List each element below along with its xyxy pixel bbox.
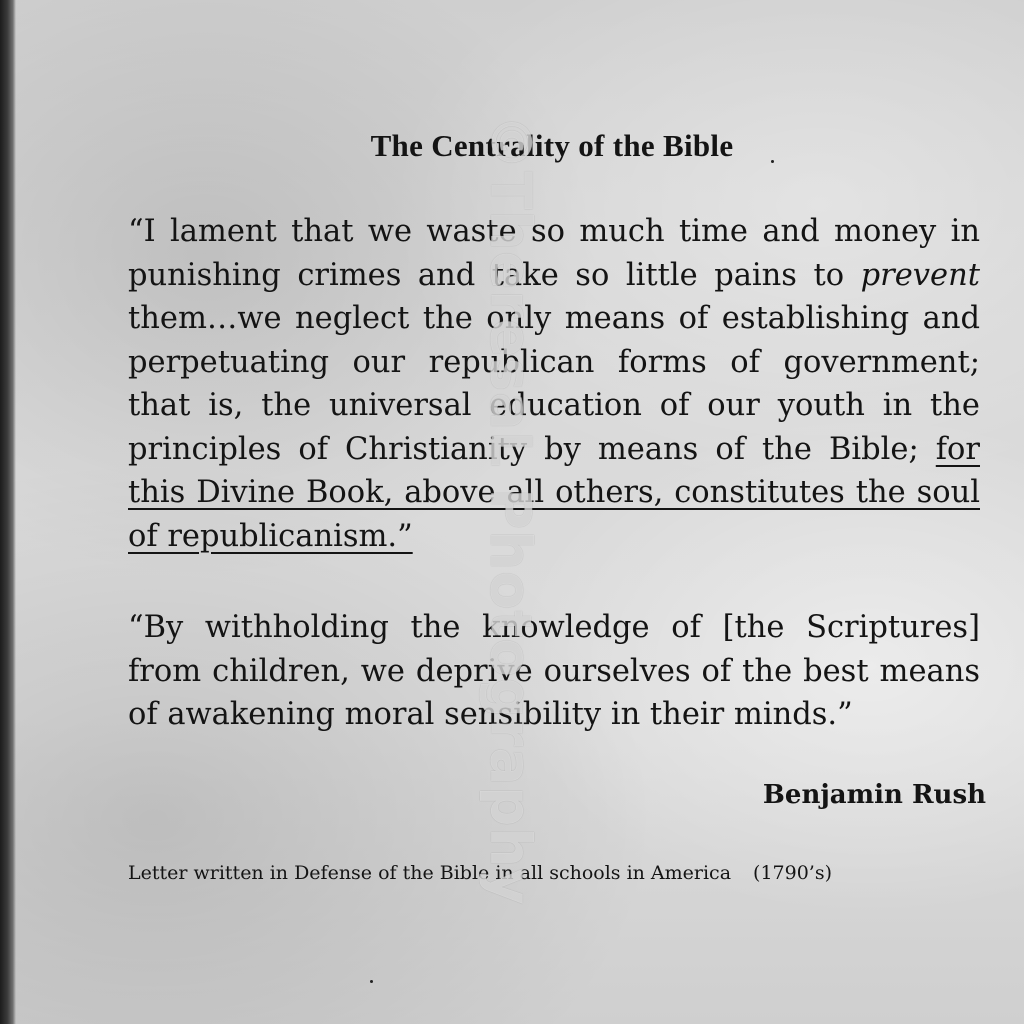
quote-1-underlined: for this Divine Book, above all others, constitutes the soul of republicanism.” [128, 431, 980, 554]
speck [370, 980, 373, 983]
source-date: (1790’s) [753, 862, 832, 884]
page-title: The Centrality of the Bible [370, 128, 734, 163]
author-attribution: Benjamin Rush [762, 780, 986, 810]
watermark: ©TheresaL Photography [477, 114, 543, 906]
quote-1-open-mark: “ [128, 214, 144, 249]
quote-1-text-start: I lament that we waste so much time and money in punishing crimes and take so little pains to [128, 214, 980, 293]
speck [771, 160, 774, 163]
quote-1-emphasis: prevent [860, 257, 980, 293]
quote-paragraph-2: “By withholding the knowledge of [the Scriptures] from children, we deprive ourselves of the best means of awakening moral sensibility in their minds.” [128, 610, 980, 732]
quote-1-text-middle: them…we neglect the only means of establishing and perpetuating our republican forms of government; that is, the universal education of our youth in the principles of Christianity by means of the Bible; [128, 301, 980, 467]
source-text: Letter written in Defense of the Bible in all schools in America [128, 862, 732, 884]
quote-paragraph-1 [128, 210, 980, 558]
